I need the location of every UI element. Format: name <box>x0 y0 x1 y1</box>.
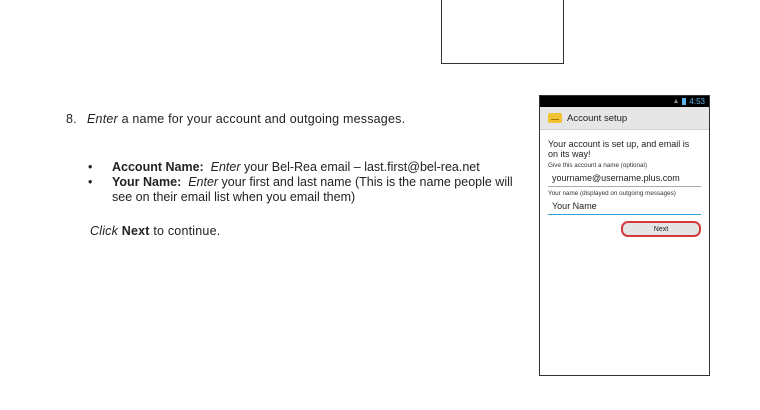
step-verb: Enter <box>87 112 118 126</box>
bullet-dot: • <box>88 175 93 189</box>
click-verb: Click <box>90 224 119 238</box>
bullet-list <box>88 160 528 205</box>
battery-icon <box>682 98 686 105</box>
next-button[interactable]: Next <box>621 221 701 237</box>
bullet-dot: • <box>88 160 93 174</box>
status-bar <box>540 96 709 107</box>
screen-title: Account setup <box>567 112 628 124</box>
your-name-hint: Your name (displayed on outgoing messages) <box>548 190 676 197</box>
action-bar <box>540 107 709 130</box>
setup-message: Your account is set up, and email is on its way! <box>548 139 690 159</box>
bullet-label: Account Name: <box>112 160 204 174</box>
bullet-label: Your Name: <box>112 175 182 189</box>
account-name-hint: Give this account a name (optional) <box>548 162 648 169</box>
bullet-text: your Bel-Rea email – last.first@bel-rea.net <box>240 160 480 174</box>
email-app-icon <box>548 113 562 123</box>
click-target: Next <box>121 224 150 238</box>
bullet-text: your first and last name (This is the name people will see on their email list when you email them) <box>112 175 513 204</box>
bullet-verb: Enter <box>210 160 241 174</box>
click-instruction <box>90 224 220 238</box>
step-instruction <box>66 112 405 126</box>
list-item <box>88 160 528 175</box>
click-text: to continue. <box>149 224 221 238</box>
list-item <box>88 175 528 205</box>
bullet-verb: Enter <box>188 175 219 189</box>
your-name-field[interactable]: Your Name <box>548 199 701 215</box>
setup-form <box>540 130 709 237</box>
step-text: a name for your account and outgoing messages. <box>117 112 406 126</box>
clock: 4:53 <box>689 97 705 106</box>
signal-icon: ▲ <box>672 98 680 105</box>
account-name-field[interactable]: yourname@username.plus.com <box>548 171 701 187</box>
step-number: 8. <box>66 112 77 126</box>
phone-screenshot <box>539 95 710 376</box>
